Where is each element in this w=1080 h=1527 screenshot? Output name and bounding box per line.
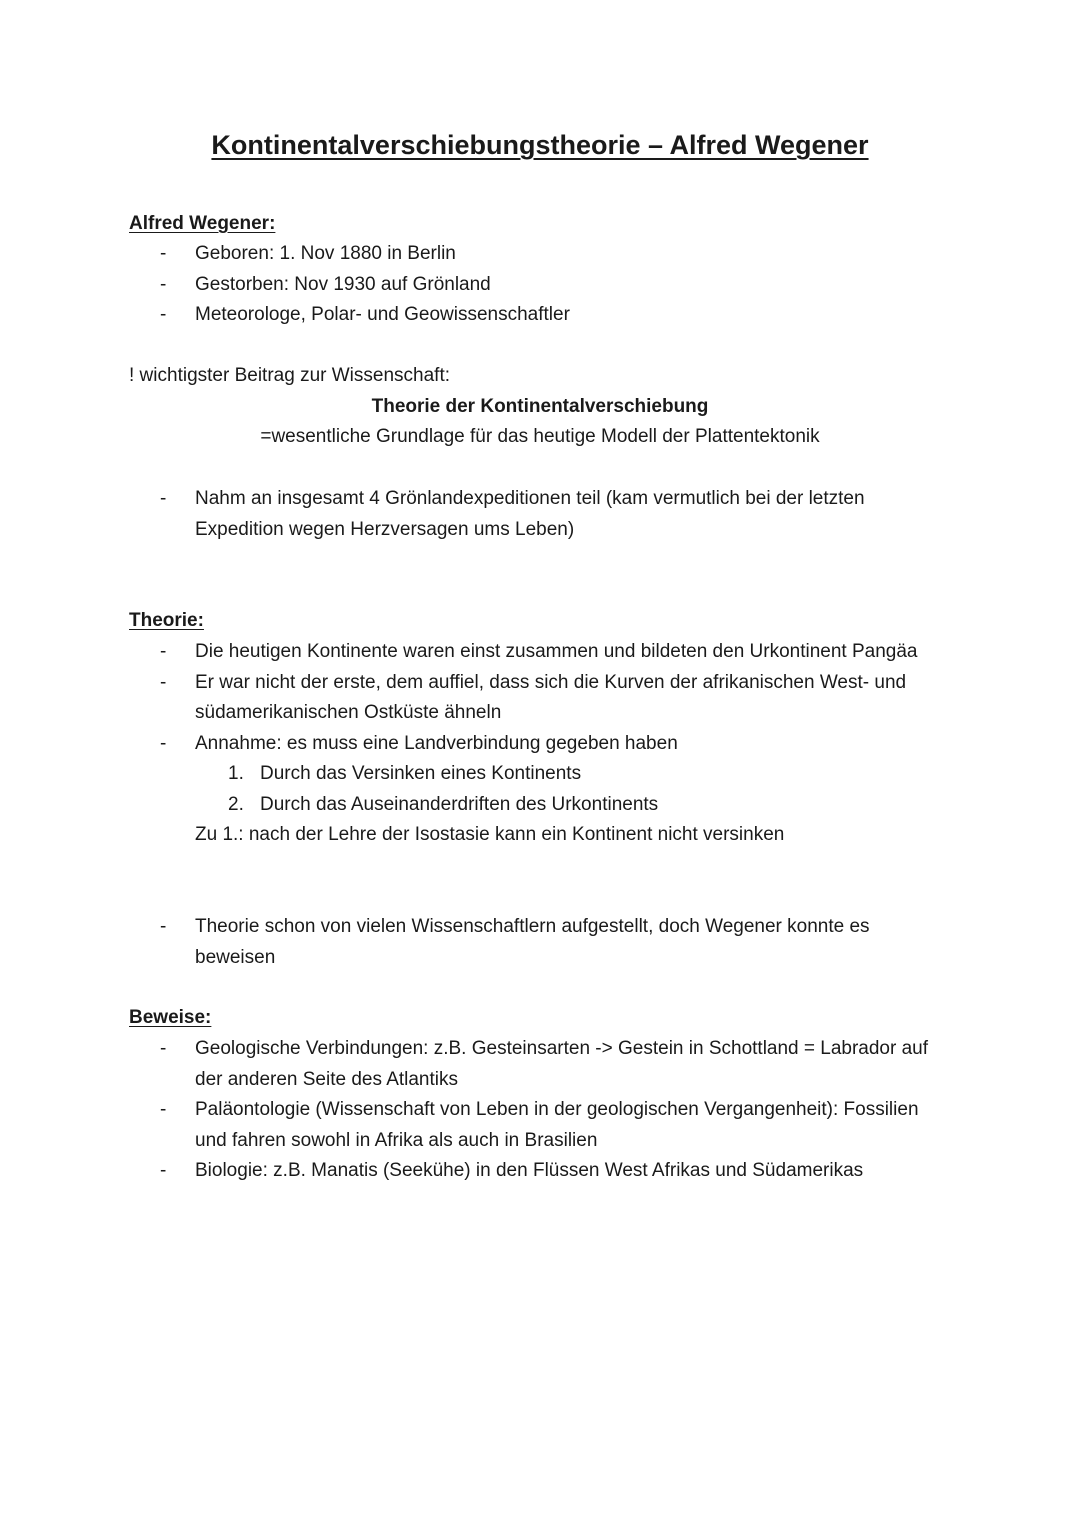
- list-item: - Annahme: es muss eine Landverbindung gegeben haben: [0, 729, 955, 760]
- numbered-item-text: Durch das Versinken eines Kontinents: [260, 763, 582, 784]
- list-item: - Geboren: 1. Nov 1880 in Berlin: [0, 239, 955, 270]
- theory-name: Theorie der Kontinentalverschiebung: [371, 395, 709, 417]
- page-title: Kontinentalverschiebungstheorie – Alfred Wegener: [211, 130, 869, 160]
- list-item: - Gestorben: Nov 1930 auf Grönland: [0, 270, 955, 301]
- theory-note: =wesentliche Grundlage für das heutige Modell der Plattentektonik: [260, 426, 820, 447]
- section-heading-theorie: Theorie:: [129, 610, 204, 631]
- number-marker: 2.: [228, 793, 244, 815]
- numbered-item: [0, 759, 1080, 790]
- numbered-item: [0, 790, 1080, 821]
- numbered-list: [0, 759, 1080, 820]
- list-item: - Nahm an insgesamt 4 Grönlandexpeditionen teil (kam vermutlich bei der letzten Expedition wegen Herzversagen ums Leben): [0, 484, 955, 545]
- numbered-item-text: Durch das Auseinanderdriften des Urkontinents: [260, 793, 659, 815]
- list-item: - Er war nicht der erste, dem auffiel, dass sich die Kurven der afrikanischen West- und südamerikanischen Ostküste ähneln: [0, 668, 955, 729]
- list-item: - Biologie: z.B. Manatis (Seekühe) in den Flüssen West Afrikas und Südamerikas: [0, 1156, 955, 1187]
- list-item: - Die heutigen Kontinente waren einst zusammen und bildeten den Urkontinent Pangäa: [0, 637, 955, 668]
- section-heading-beweise: Beweise:: [129, 1007, 212, 1028]
- list-item: - Geologische Verbindungen: z.B. Gesteinsarten -> Gestein in Schottland = Labrador auf der anderen Seite des Atlantiks: [0, 1034, 955, 1095]
- note-zu1: Zu 1.: nach der Lehre der Isostasie kann ein Kontinent nicht versinken: [195, 824, 785, 845]
- contribution-intro: ! wichtigster Beitrag zur Wissenschaft:: [129, 365, 450, 386]
- beweise-list: [0, 1034, 1080, 1187]
- theorie-list-2: [0, 912, 1080, 973]
- contribution-block: [0, 361, 1080, 453]
- list-item: - Meteorologe, Polar- und Geowissenschaftler: [0, 300, 955, 331]
- list-item: - Theorie schon von vielen Wissenschaftlern aufgestellt, doch Wegener konnte es beweisen: [0, 912, 955, 973]
- wegener-list: [0, 239, 1080, 331]
- theorie-list: [0, 637, 1080, 851]
- expedition-block: [0, 484, 1080, 545]
- number-marker: 1.: [228, 763, 244, 784]
- list-item: - Paläontologie (Wissenschaft von Leben in der geologischen Vergangenheit): Fossilien und fahren sowohl in Afrika als auch in Brasilien: [0, 1095, 955, 1156]
- section-heading-wegener: Alfred Wegener:: [129, 213, 276, 234]
